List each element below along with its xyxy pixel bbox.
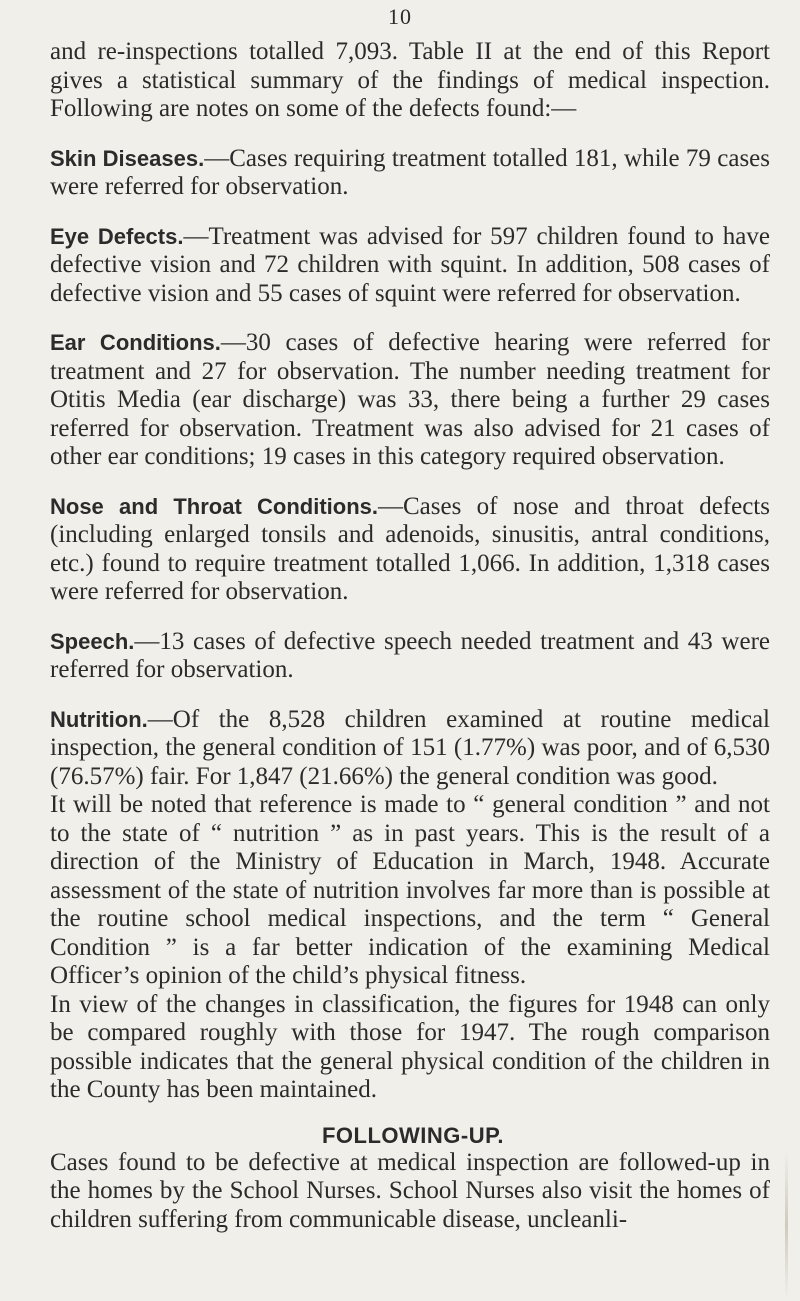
nutrition-paragraph xyxy=(50,706,770,792)
nutrition-body: —Of the 8,528 children examined at routine medical inspection, the general condition of 151 (1.77%) was poor, and of 6,530 (76.57%) fair. For 1,847 (21.66%) the general condition was good. xyxy=(50,705,770,790)
speech-heading: Speech. xyxy=(50,628,135,654)
page-number: 10 xyxy=(388,4,412,29)
nose-throat-heading: Nose and Throat Conditions. xyxy=(50,493,378,519)
nutrition-heading: Nutrition. xyxy=(50,706,148,732)
ear-conditions-body: —30 cases of defective hearing were referred for treatment and 27 for observation. The number needing treatment for Otitis Media (ear discharge) was 33, there being a further 29 cases referred for observation. Treatment was also advised for 21 cases of other ear conditions; 19 cases in this category required observation. xyxy=(50,329,770,470)
following-up-paragraph: Cases found to be defective at medical inspection are followed-up in the homes by the School Nurses. School Nurses also visit the homes of children suffering from communicable disease, uncleanli- xyxy=(50,1148,770,1233)
speech-body: —13 cases of defective speech needed treatment and 43 were referred for observation. xyxy=(50,627,770,683)
ear-conditions-paragraph xyxy=(50,329,770,472)
speech-paragraph xyxy=(50,628,770,685)
skin-diseases-paragraph xyxy=(50,145,770,202)
page-content xyxy=(50,38,770,1234)
nose-throat-body: —Cases of nose and throat defects (including enlarged tonsils and adenoids, sinusitis, antral conditions, etc.) found to require treatment totalled 1,066. In addition, 1,318 cases were referred for observation. xyxy=(50,492,770,605)
eye-defects-paragraph xyxy=(50,223,770,309)
eye-defects-heading: Eye Defects. xyxy=(50,223,184,249)
nutrition-paragraph-2: It will be noted that reference is made to “ general condition ” and not to the state of “ nutrition ” as in past years. This is the result of a direction of the Ministry of Education in March, 1948. Accurate assessment of the state of nutrition involves far more than is possible at the routine school medical inspections, and the term “ General Condition ” is a far better indication of the examining Medical Officer’s opinion of the child’s physical fitness. xyxy=(50,791,770,989)
skin-diseases-body: —Cases requiring treatment totalled 181, while 79 cases were referred for observation. xyxy=(50,144,770,200)
page-edge-shadow xyxy=(785,1150,788,1300)
eye-defects-body: —Treatment was advised for 597 children found to have defective vision and 72 children with squint. In addition, 508 cases of defective vision and 55 cases of squint were referred for observation. xyxy=(50,222,770,307)
nose-throat-paragraph xyxy=(50,493,770,607)
ear-conditions-heading: Ear Conditions. xyxy=(50,330,221,355)
skin-diseases-heading: Skin Diseases. xyxy=(50,145,205,171)
intro-paragraph: and re-inspections totalled 7,093. Table II at the end of this Report gives a statistical summary of the findings of medical inspection. Following are notes on some of the defects found:— xyxy=(50,38,770,122)
nutrition-paragraph-3: In view of the changes in classification, the figures for 1948 can only be compared roughly with those for 1947. The rough comparison possible indicates that the general physical condition of the children in the County has been maintained. xyxy=(50,990,770,1103)
following-up-title: FOLLOWING-UP. xyxy=(321,1122,505,1148)
